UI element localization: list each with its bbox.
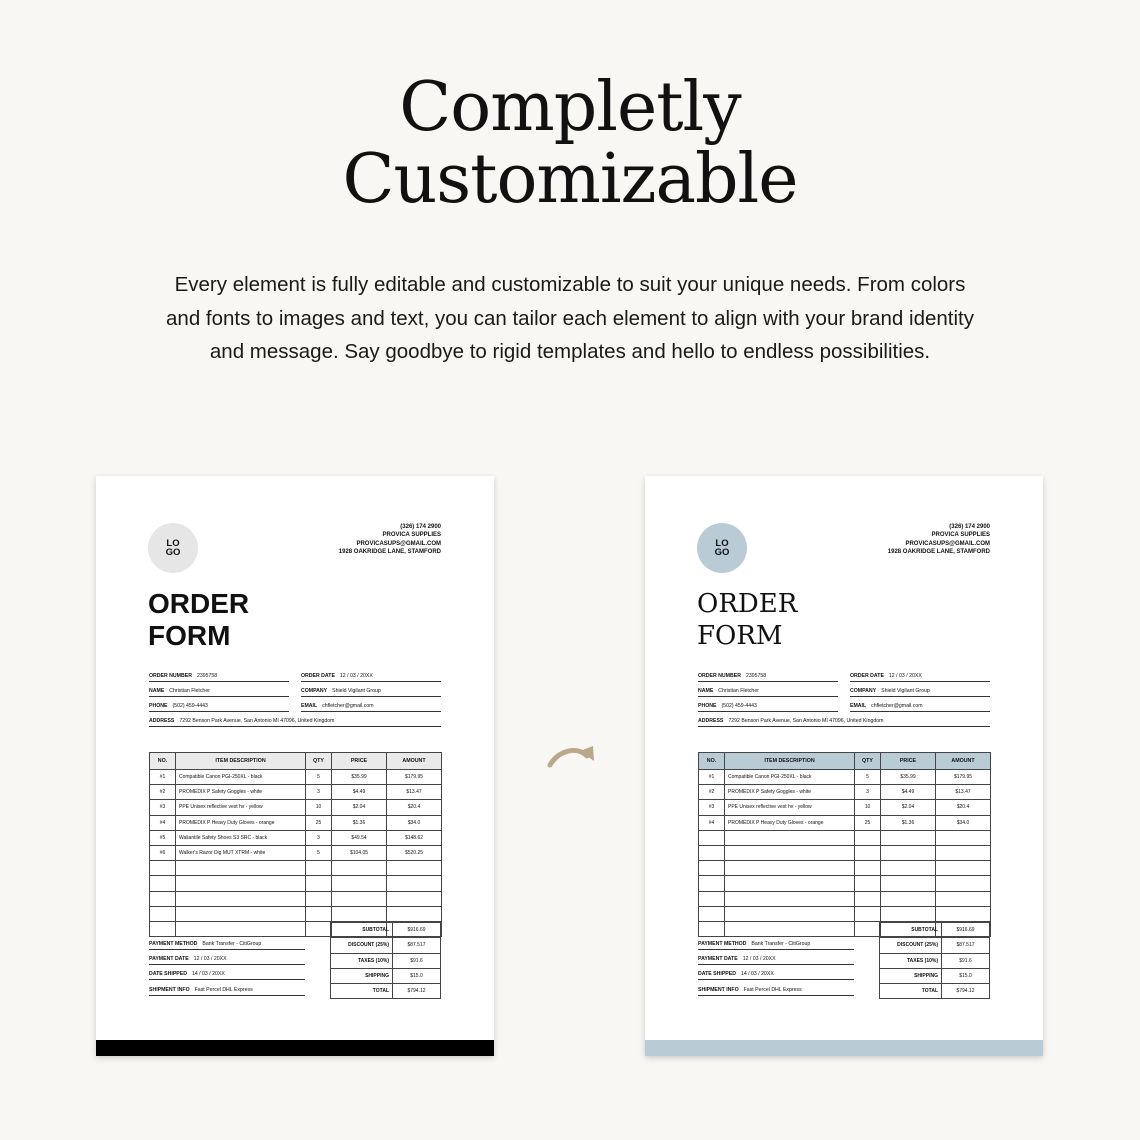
logo-placeholder: LO GO xyxy=(148,523,198,573)
intro-line-1: Every element is fully editable and customizable to suit your unique needs. From colors xyxy=(174,273,966,296)
table-row xyxy=(150,830,442,845)
empty-cell xyxy=(387,861,442,876)
headline-line-2: Customizable xyxy=(342,140,798,219)
empty-cell xyxy=(881,891,936,906)
table-row xyxy=(150,906,442,921)
company-field: COMPANY Shield Vigilant Group xyxy=(850,687,990,697)
address-field: ADDRESS 7292 Benson Park Avenue, San Antonio MI 47096, United Kingdom xyxy=(149,717,441,727)
empty-cell xyxy=(881,876,936,891)
totals-label: TOTAL xyxy=(880,984,942,999)
table-cell: $20.4 xyxy=(936,800,991,815)
table-cell: $4.49 xyxy=(881,785,936,800)
totals-value: $794.12 xyxy=(942,984,990,999)
table-row xyxy=(699,785,991,800)
totals-label: SUBTOTAL xyxy=(880,923,942,938)
empty-cell xyxy=(176,891,306,906)
totals-value: $794.12 xyxy=(393,984,441,999)
table-cell: $1.36 xyxy=(881,815,936,830)
contact-company: PROVICA SUPPLIES xyxy=(931,532,990,539)
table-cell: $13.47 xyxy=(387,785,442,800)
table-cell: 5 xyxy=(855,770,881,785)
totals-label: DISCOUNT (25%) xyxy=(880,938,942,953)
empty-cell xyxy=(176,921,306,936)
table-row xyxy=(699,830,991,845)
totals-value: $91.6 xyxy=(942,953,990,968)
items-table xyxy=(149,752,442,937)
name-field: NAME Christian Fletcher xyxy=(698,687,838,697)
table-cell: 3 xyxy=(306,830,332,845)
totals-label: SHIPPING xyxy=(880,968,942,983)
table-cell: 5 xyxy=(306,845,332,860)
payment-date-field: PAYMENT DATE 12 / 03 / 20XX xyxy=(149,955,305,965)
payment-method-field: PAYMENT METHOD Bank Transfer - CitiGroup xyxy=(698,940,854,950)
table-cell: #1 xyxy=(699,770,725,785)
empty-cell xyxy=(881,845,936,860)
intro-line-3: and message. Say goodbye to rigid templates and hello to endless possibilities. xyxy=(209,340,931,363)
address-field: ADDRESS 7292 Benson Park Avenue, San Antonio MI 47096, United Kingdom xyxy=(698,717,990,727)
empty-cell xyxy=(725,891,855,906)
empty-cell xyxy=(725,830,855,845)
empty-cell xyxy=(725,906,855,921)
totals-row xyxy=(331,953,441,968)
totals-table xyxy=(330,922,441,999)
table-cell: $20.4 xyxy=(387,800,442,815)
table-row xyxy=(150,800,442,815)
empty-cell xyxy=(176,906,306,921)
intro-line-2: and fonts to images and text, you can tailor each element to align with your brand identity xyxy=(166,306,974,330)
table-cell: 25 xyxy=(855,815,881,830)
empty-cell xyxy=(936,891,991,906)
table-cell: #5 xyxy=(150,830,176,845)
order-form-blue xyxy=(645,476,1043,1056)
payment-method-field: PAYMENT METHOD Bank Transfer - CitiGroup xyxy=(149,940,305,950)
table-row xyxy=(150,845,442,860)
empty-cell xyxy=(150,891,176,906)
form-title: ORDER FORM xyxy=(697,589,798,651)
table-cell: $34.0 xyxy=(936,815,991,830)
empty-cell xyxy=(387,876,442,891)
empty-cell xyxy=(881,830,936,845)
table-row xyxy=(699,861,991,876)
totals-row xyxy=(880,968,990,983)
table-cell: PROMEDIX P Safety Goggles - white xyxy=(176,785,306,800)
date-shipped-field: DATE SHIPPED 14 / 03 / 20XX xyxy=(698,970,854,980)
table-cell: #3 xyxy=(150,800,176,815)
table-cell: $1.36 xyxy=(332,815,387,830)
headline xyxy=(0,68,1140,219)
totals-row xyxy=(331,984,441,999)
table-cell: $4.49 xyxy=(332,785,387,800)
table-cell: PROMEDIX P Heavy Duty Gloves - orange xyxy=(176,815,306,830)
empty-cell xyxy=(306,891,332,906)
empty-cell xyxy=(176,876,306,891)
table-cell: #4 xyxy=(150,815,176,830)
empty-cell xyxy=(725,845,855,860)
empty-cell xyxy=(725,921,855,936)
empty-cell xyxy=(387,906,442,921)
table-row xyxy=(699,845,991,860)
empty-cell xyxy=(150,921,176,936)
table-cell: $2.04 xyxy=(332,800,387,815)
contact-company: PROVICA SUPPLIES xyxy=(382,532,441,539)
empty-cell xyxy=(855,876,881,891)
empty-cell xyxy=(936,861,991,876)
table-cell: PPE Unisex reflective vest hv - yellow xyxy=(176,800,306,815)
totals-value: $15.0 xyxy=(393,968,441,983)
empty-cell xyxy=(332,891,387,906)
table-cell: $13.47 xyxy=(936,785,991,800)
empty-cell xyxy=(725,876,855,891)
table-cell: 5 xyxy=(306,770,332,785)
table-cell: 10 xyxy=(855,800,881,815)
empty-cell xyxy=(306,921,332,936)
table-cell: $49.54 xyxy=(332,830,387,845)
empty-cell xyxy=(855,830,881,845)
totals-value: $916.69 xyxy=(393,923,441,938)
totals-row xyxy=(880,938,990,953)
contact-email: PROVICASUPS@GMAIL.COM xyxy=(905,540,990,547)
footer-band xyxy=(645,1040,1043,1056)
payment-date-field: PAYMENT DATE 12 / 03 / 20XX xyxy=(698,955,854,965)
table-cell: $179.95 xyxy=(387,770,442,785)
table-row xyxy=(699,815,991,830)
empty-cell xyxy=(150,861,176,876)
items-header-row: NO. ITEM DESCRIPTION QTY PRICE AMOUNT xyxy=(150,753,442,770)
table-cell: $35.99 xyxy=(881,770,936,785)
totals-table xyxy=(879,922,990,999)
curved-arrow-icon xyxy=(547,740,597,774)
table-row xyxy=(150,815,442,830)
empty-cell xyxy=(881,861,936,876)
name-field: NAME Christian Fletcher xyxy=(149,687,289,697)
empty-cell xyxy=(699,861,725,876)
totals-label: TOTAL xyxy=(331,984,393,999)
table-cell: $179.95 xyxy=(936,770,991,785)
table-row xyxy=(699,906,991,921)
logo-placeholder: LO GO xyxy=(697,523,747,573)
table-row xyxy=(699,876,991,891)
empty-cell xyxy=(855,845,881,860)
table-cell: $2.04 xyxy=(881,800,936,815)
empty-cell xyxy=(855,891,881,906)
contact-address: 1928 OAKRIDGE LANE, STAMFORD xyxy=(887,548,990,555)
phone-field: PHONE (502) 459-4443 xyxy=(149,702,289,712)
table-cell: $520.25 xyxy=(387,845,442,860)
table-row xyxy=(150,891,442,906)
form-title: ORDER FORM xyxy=(148,588,250,651)
empty-cell xyxy=(855,906,881,921)
totals-label: TAXES (10%) xyxy=(331,953,393,968)
table-cell: 10 xyxy=(306,800,332,815)
empty-cell xyxy=(936,845,991,860)
empty-cell xyxy=(699,891,725,906)
totals-label: SUBTOTAL xyxy=(331,923,393,938)
totals-row xyxy=(880,923,990,938)
empty-cell xyxy=(332,876,387,891)
table-row xyxy=(150,785,442,800)
table-cell: #2 xyxy=(699,785,725,800)
empty-cell xyxy=(176,861,306,876)
totals-row xyxy=(331,923,441,938)
table-cell: 25 xyxy=(306,815,332,830)
empty-cell xyxy=(881,906,936,921)
order-number-field: ORDER NUMBER 2395758 xyxy=(149,672,289,682)
email-field: EMAIL chfletcher@gmail.com xyxy=(850,702,990,712)
table-cell: #4 xyxy=(699,815,725,830)
order-date-field: ORDER DATE 12 / 03 / 20XX xyxy=(301,672,441,682)
table-row xyxy=(150,876,442,891)
empty-cell xyxy=(725,861,855,876)
table-cell: $35.99 xyxy=(332,770,387,785)
totals-value: $15.0 xyxy=(942,968,990,983)
empty-cell xyxy=(699,906,725,921)
table-row xyxy=(150,861,442,876)
empty-cell xyxy=(306,876,332,891)
totals-value: $91.6 xyxy=(393,953,441,968)
empty-cell xyxy=(150,906,176,921)
totals-row xyxy=(880,953,990,968)
table-cell: Waliantile Safety Shoes S3 SRC - black xyxy=(176,830,306,845)
empty-cell xyxy=(936,830,991,845)
items-header-row: NO. ITEM DESCRIPTION QTY PRICE AMOUNT xyxy=(699,753,991,770)
table-cell: PPE Unisex reflective vest hv - yellow xyxy=(725,800,855,815)
table-row xyxy=(150,770,442,785)
shipment-info-field: SHIPMENT INFO Fast Percel DHL Express xyxy=(149,986,305,996)
totals-row xyxy=(331,968,441,983)
empty-cell xyxy=(332,906,387,921)
company-contact xyxy=(888,523,990,556)
empty-cell xyxy=(150,876,176,891)
order-number-field: ORDER NUMBER 2395758 xyxy=(698,672,838,682)
email-field: EMAIL chfletcher@gmail.com xyxy=(301,702,441,712)
items-table xyxy=(698,752,991,937)
company-field: COMPANY Shield Vigilant Group xyxy=(301,687,441,697)
table-cell: $104.05 xyxy=(332,845,387,860)
empty-cell xyxy=(936,876,991,891)
table-row xyxy=(699,770,991,785)
empty-cell xyxy=(699,876,725,891)
order-date-field: ORDER DATE 12 / 03 / 20XX xyxy=(850,672,990,682)
table-cell: PROMEDIX P Heavy Duty Gloves - orange xyxy=(725,815,855,830)
table-row xyxy=(699,800,991,815)
totals-label: SHIPPING xyxy=(331,968,393,983)
empty-cell xyxy=(855,861,881,876)
phone-field: PHONE (502) 459-4443 xyxy=(698,702,838,712)
table-cell: $34.0 xyxy=(387,815,442,830)
table-cell: PROMEDIX P Safety Goggles - white xyxy=(725,785,855,800)
empty-cell xyxy=(387,891,442,906)
totals-label: TAXES (10%) xyxy=(880,953,942,968)
empty-cell xyxy=(332,861,387,876)
table-cell: Compatible Canon PGI-250XL - black xyxy=(725,770,855,785)
table-cell: #3 xyxy=(699,800,725,815)
totals-label: DISCOUNT (25%) xyxy=(331,938,393,953)
intro-paragraph xyxy=(70,268,1070,369)
contact-phone: (326) 174 2900 xyxy=(949,524,990,530)
footer-band xyxy=(96,1040,494,1056)
headline-line-1: Completly xyxy=(399,68,741,147)
empty-cell xyxy=(936,906,991,921)
contact-phone: (326) 174 2900 xyxy=(400,524,441,530)
totals-row xyxy=(331,938,441,953)
table-cell: #2 xyxy=(150,785,176,800)
totals-value: $87.517 xyxy=(942,938,990,953)
table-cell: Compatible Canon PGI-250XL - black xyxy=(176,770,306,785)
totals-value: $916.69 xyxy=(942,923,990,938)
date-shipped-field: DATE SHIPPED 14 / 03 / 20XX xyxy=(149,970,305,980)
table-cell: 3 xyxy=(855,785,881,800)
shipment-info-field: SHIPMENT INFO Fast Percel DHL Express xyxy=(698,986,854,996)
empty-cell xyxy=(306,861,332,876)
table-cell: Walker's Razor Dig MUT XTRM - white xyxy=(176,845,306,860)
totals-row xyxy=(880,984,990,999)
table-row xyxy=(699,891,991,906)
table-cell: #6 xyxy=(150,845,176,860)
empty-cell xyxy=(699,921,725,936)
table-cell: $148.62 xyxy=(387,830,442,845)
contact-email: PROVICASUPS@GMAIL.COM xyxy=(356,540,441,547)
empty-cell xyxy=(699,830,725,845)
company-contact xyxy=(339,523,441,556)
empty-cell xyxy=(699,845,725,860)
contact-address: 1928 OAKRIDGE LANE, STAMFORD xyxy=(338,548,441,555)
totals-value: $87.517 xyxy=(393,938,441,953)
table-cell: #1 xyxy=(150,770,176,785)
order-form-black xyxy=(96,476,494,1056)
empty-cell xyxy=(855,921,881,936)
empty-cell xyxy=(306,906,332,921)
table-cell: 3 xyxy=(306,785,332,800)
